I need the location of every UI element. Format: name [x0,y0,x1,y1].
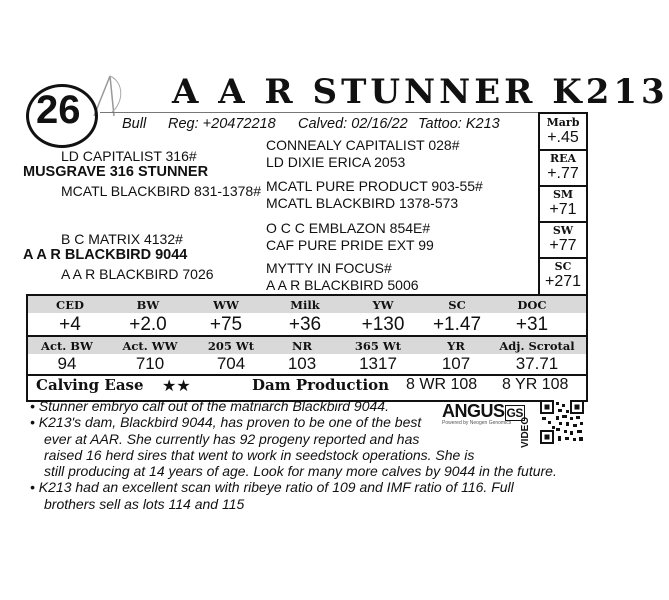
lot-number: 26 [36,88,81,132]
ced-label: CED [56,298,84,312]
wt205-value: 704 [216,354,246,373]
adj-scrotal-label: Adj. Scrotal [499,339,575,353]
note-line: ever at AAR. She currently has 92 progeny reported and has [44,430,420,447]
rea-value: +.77 [547,165,579,182]
epd-divider [540,185,586,187]
yw-label: YW [372,298,394,312]
rea-label: REA [549,152,577,165]
pedigree-dam-dam: A A R BLACKBIRD 7026 [61,266,214,282]
bw-value: +2.0 [129,314,167,335]
performance-table [26,294,588,402]
act-ww-value: 710 [135,354,165,373]
act-bw-label: Act. BW [41,339,93,353]
ced-value: +4 [59,314,81,335]
wt365-label: 365 Wt [354,339,402,353]
video-label: VIDEO [520,416,531,448]
sc-value: +271 [544,273,582,290]
pedigree-sire-dam-dam: MCATL BLACKBIRD 1378-573 [266,195,459,211]
sc-epd-value: +1.47 [432,314,482,335]
dam-production-yr: 8 YR 108 [502,376,569,393]
pedigree-sire-sire: LD CAPITALIST 316# [61,148,197,164]
epd-divider [540,149,586,151]
pedigree-sire: MUSGRAVE 316 STUNNER [23,164,209,180]
pedigree-sire-dam: MCATL BLACKBIRD 831-1378# [61,183,261,199]
nr-label: NR [291,339,313,353]
pedigree-sire-dam-sire: MCATL PURE PRODUCT 903-55# [266,178,483,194]
calving-ease-stars: ★★ [162,378,191,395]
dam-production-wr: 8 WR 108 [406,376,478,393]
act-ww-label: Act. WW [122,339,178,353]
qr-code-icon[interactable] [540,400,584,444]
adj-scrotal-value: 37.71 [515,354,559,373]
ww-value: +75 [209,314,243,335]
doc-label: DOC [517,298,547,312]
yr-label: YR [447,339,465,353]
logo-subtitle: Powered by Neogen Genomics [442,420,512,426]
sm-label: SM [552,188,574,201]
dam-production-label: Dam Production [252,376,390,394]
header-divider [100,112,570,113]
pedigree-dam-dam-sire: MYTTY IN FOCUS# [266,260,392,276]
act-bw-value: 94 [57,354,77,373]
pedigree-sire-sire-sire: CONNEALY CAPITALIST 028# [266,137,460,153]
logo-suffix: GS [506,406,523,420]
epd-divider [540,257,586,259]
note-line: • Stunner embryo calf out of the matriarch Blackbird 9044. [30,398,389,414]
angus-gs-logo [442,401,525,422]
calved-date: Calved: 02/16/22 [298,116,408,132]
sm-value: +71 [549,201,577,218]
registration-number: Reg: +20472218 [168,116,276,132]
sc-epd-label: SC [448,298,466,312]
logo-text: ANGUS [442,401,505,421]
side-epd-panel [538,112,588,296]
note-line: • K213's dam, Blackbird 9044, has proven to be one of the best [30,414,422,431]
note-line: raised 16 herd sires that went to work in seedstock operations. She is [44,446,475,463]
marb-label: Marb [546,116,580,129]
tattoo: Tattoo: K213 [418,116,500,132]
animal-name-title: A A R STUNNER K213 [172,72,669,112]
note-line: still producing at 14 years of age. Look for many more calves by 9044 in the future. [44,463,557,480]
note-line: brothers sell as lots 114 and 115 [44,495,245,512]
milk-value: +36 [288,314,322,335]
epd-divider [540,221,586,223]
sc-label: SC [554,260,572,273]
sw-label: SW [552,224,574,237]
calving-ease-label: Calving Ease [36,376,144,394]
wt205-label: 205 Wt [207,339,255,353]
pedigree-dam: A A R BLACKBIRD 9044 [23,247,188,263]
sw-value: +77 [549,237,577,254]
wt365-value: 1317 [359,354,397,373]
pedigree-sire-sire-dam: LD DIXIE ERICA 2053 [266,154,406,170]
note-line: • K213 had an excellent scan with ribeye ratio of 109 and IMF ratio of 116. Full [30,479,514,496]
ww-label: WW [213,298,239,312]
sex-label: Bull [122,116,147,132]
pedigree-dam-sire: B C MATRIX 4132# [61,231,183,247]
pedigree-dam-sire-dam: CAF PURE PRIDE EXT 99 [266,237,434,253]
yr-value: 107 [441,354,471,373]
pedigree-dam-dam-dam: A A R BLACKBIRD 5006 [266,277,419,293]
doc-value: +31 [515,314,549,335]
bw-label: BW [136,298,160,312]
nr-value: 103 [287,354,317,373]
pedigree-dam-sire-sire: O C C EMBLAZON 854E# [266,220,431,236]
milk-label: Milk [290,298,320,312]
yw-value: +130 [361,314,405,335]
marb-value: +.45 [547,129,579,146]
